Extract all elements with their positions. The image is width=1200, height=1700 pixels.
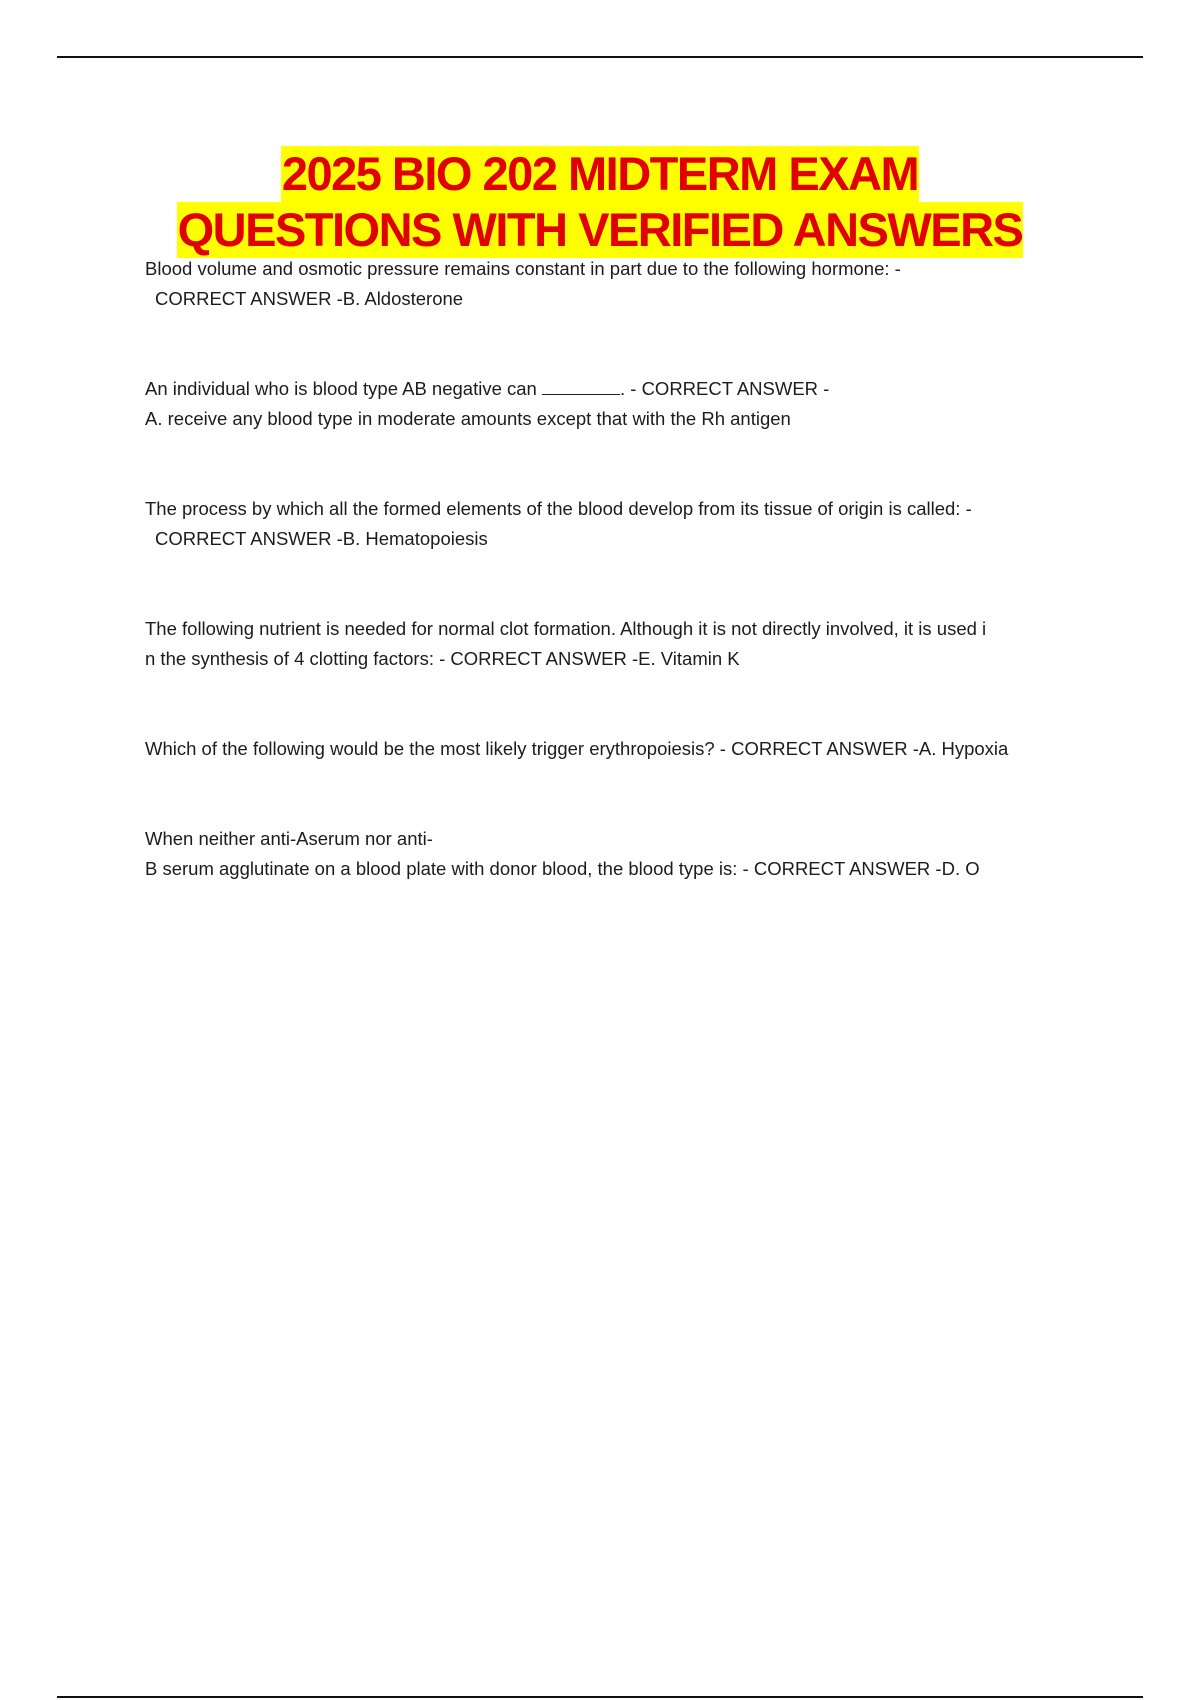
question-answer-text: Which of the following would be the most likely trigger erythropoiesis? - CORRECT ANSWER -A. Hypoxia (145, 738, 1009, 759)
question-text-start: An individual who is blood type AB negative can (145, 378, 542, 399)
question-text: When neither anti-Aserum nor anti- (145, 828, 433, 849)
title-line-1: 2025 BIO 202 MIDTERM EXAM (281, 147, 919, 200)
qa-list (145, 254, 1095, 944)
qa-item (145, 254, 1095, 314)
qa-item (145, 824, 1095, 884)
top-rule (57, 56, 1143, 58)
question-text (145, 374, 1095, 404)
question-text-end: . - CORRECT ANSWER - (619, 378, 830, 399)
qa-item (145, 374, 1095, 434)
question-answer-text: B serum agglutinate on a blood plate with donor blood, the blood type is: - CORRECT ANSWER -D. O (145, 858, 980, 879)
qa-item (145, 734, 1095, 764)
qa-item (145, 614, 1095, 674)
answer-text: CORRECT ANSWER -B. Aldosterone (155, 288, 464, 309)
question-text: Blood volume and osmotic pressure remains constant in part due to the following hormone: - (145, 258, 901, 279)
question-text: The process by which all the formed elements of the blood develop from its tissue of origin is called: - (145, 498, 972, 519)
fill-in-blank (542, 376, 620, 395)
answer-text: CORRECT ANSWER -B. Hematopoiesis (155, 528, 488, 549)
title-line-2: QUESTIONS WITH VERIFIED ANSWERS (177, 203, 1023, 256)
document-title (0, 146, 1200, 258)
question-answer-text: n the synthesis of 4 clotting factors: - CORRECT ANSWER -E. Vitamin K (145, 648, 740, 669)
bottom-rule (57, 1696, 1143, 1698)
qa-item (145, 494, 1095, 554)
question-text: The following nutrient is needed for normal clot formation. Although it is not directly involved, it is used i (145, 618, 987, 639)
answer-text: A. receive any blood type in moderate amounts except that with the Rh antigen (145, 408, 791, 429)
